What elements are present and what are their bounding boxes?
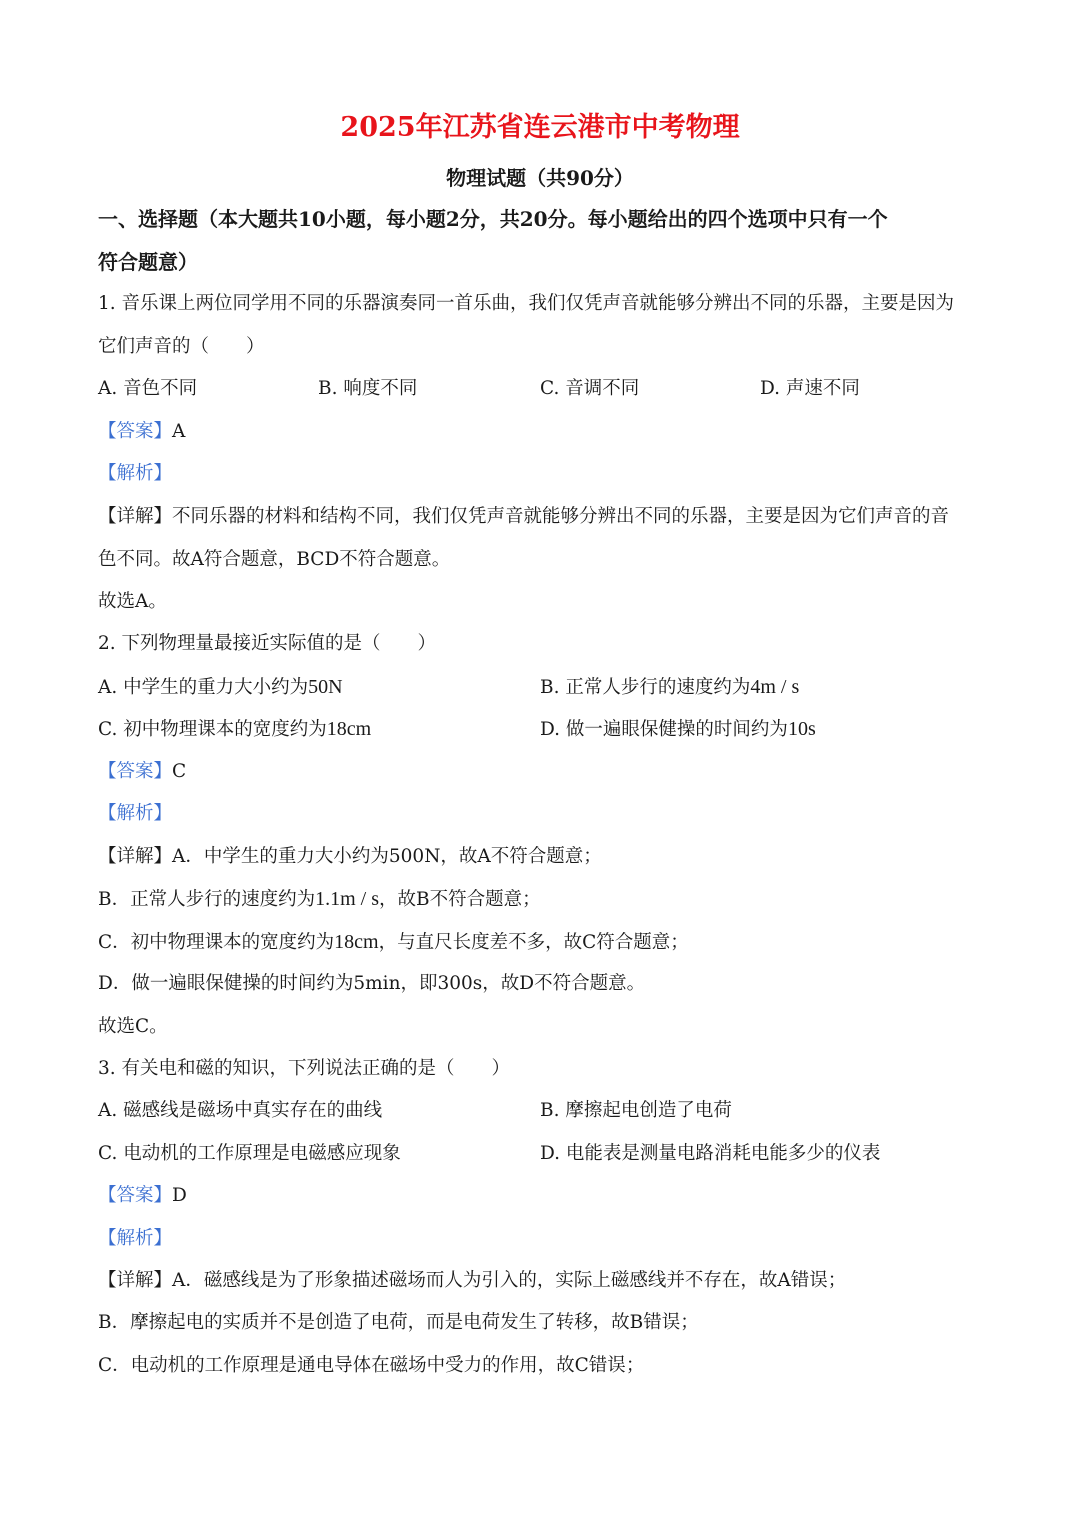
q2-option-c-value: 18cm [326,718,372,740]
q2-detail-text: A．中学生的重力大小约为500N，故A不符合题意； [172,846,602,867]
page-title: 2025年江苏省连云港市中考物理 [340,112,740,143]
q2-option-b [540,675,799,700]
q2-option-b-text: B. 正常人步行的速度约为 [540,677,751,698]
q3-option-c: C. 电动机的工作原理是电磁感应现象 [98,1143,401,1164]
q1-option-d: D. 声速不同 [760,378,860,399]
q1-answer-value: A [172,421,186,442]
q3-answer [98,1184,187,1208]
q3-detail-text: A．磁感线是为了形象描述磁场而人为引入的，实际上磁感线并不存在，故A错误； [172,1270,847,1291]
q1-answer [98,420,185,444]
q2-detail [98,845,602,869]
answer-label: 【答案】 [98,761,173,782]
q1-stem: 1. 音乐课上两位同学用不同的乐器演奏同一首乐曲，我们仅凭声音就能够分辨出不同的乐器，主要是因为 [98,293,955,314]
q2-detail-c-post: ，与直尺长度差不多，故C符合题意； [378,932,689,953]
q2-option-a-value: 50N [308,676,343,698]
q2-option-d [540,717,816,742]
q3-analysis-label: 【解析】 [98,1228,173,1249]
q1-option-b: B. 响度不同 [318,378,418,399]
q2-option-c [98,717,371,742]
q2-answer [98,760,186,784]
q1-detail [98,505,949,529]
q3-stem: 3. 有关电和磁的知识，下列说法正确的是（ ） [98,1058,511,1079]
q2-detail-b-post: ，故B不符合题意； [379,889,541,910]
detail-label: 【详解】 [98,1270,173,1291]
q2-detail-c [98,930,689,955]
section-heading: 一、选择题（本大题共10小题，每小题2分，共20分。每小题给出的四个选项中只有一个 [98,207,888,231]
q1-detail-cont: 色不同。故A符合题意，BCD不符合题意。 [98,549,451,570]
q2-stem: 2. 下列物理量最接近实际值的是（ ） [98,633,437,654]
q1-conclusion: 故选A。 [98,591,167,612]
answer-label: 【答案】 [98,421,173,442]
q3-option-a: A. 磁感线是磁场中真实存在的曲线 [98,1100,383,1121]
q2-option-d-value: 10s [787,718,816,740]
q2-detail-d: D．做一遍眼保健操的时间约为5min，即300s，故D不符合题意。 [98,973,646,994]
q2-detail-c-pre: C．初中物理课本的宽度约为 [98,932,335,953]
q1-option-a: A. 音色不同 [98,378,198,399]
q1-analysis-label: 【解析】 [98,463,173,484]
q2-detail-c-value: 18cm [334,931,379,953]
answer-label: 【答案】 [98,1185,173,1206]
q3-option-b: B. 摩擦起电创造了电荷 [540,1100,732,1121]
page-subtitle: 物理试题（共90分） [446,166,634,190]
q2-detail-b-value: 1.1m / s [315,888,380,910]
detail-label: 【详解】 [98,506,173,527]
q2-analysis-label: 【解析】 [98,803,173,824]
q1-option-c: C. 音调不同 [540,378,640,399]
q2-option-d-text: D. 做一遍眼保健操的时间约为 [540,719,788,740]
q3-answer-value: D [172,1185,187,1206]
q3-option-d: D. 电能表是测量电路消耗电能多少的仪表 [540,1143,881,1164]
q2-option-b-value: 4m / s [750,676,800,698]
q2-option-c-text: C. 初中物理课本的宽度约为 [98,719,327,740]
q1-stem-cont: 它们声音的（ ） [98,336,265,357]
q3-detail [98,1269,846,1293]
q2-detail-b-pre: B．正常人步行的速度约为 [98,889,316,910]
q3-detail-c: C．电动机的工作原理是通电导体在磁场中受力的作用，故C错误； [98,1355,645,1376]
q2-answer-value: C [172,761,187,782]
q1-detail-text: 不同乐器的材料和结构不同，我们仅凭声音就能够分辨出不同的乐器，主要是因为它们声音的音 [172,506,950,527]
q2-option-a [98,675,343,700]
q3-detail-b: B．摩擦起电的实质并不是创造了电荷，而是电荷发生了转移，故B错误； [98,1312,699,1333]
q2-option-a-text: A. 中学生的重力大小约为 [98,677,309,698]
section-heading-cont: 符合题意） [98,250,198,274]
q2-detail-b [98,887,541,912]
detail-label: 【详解】 [98,846,173,867]
q2-conclusion: 故选C。 [98,1016,168,1037]
